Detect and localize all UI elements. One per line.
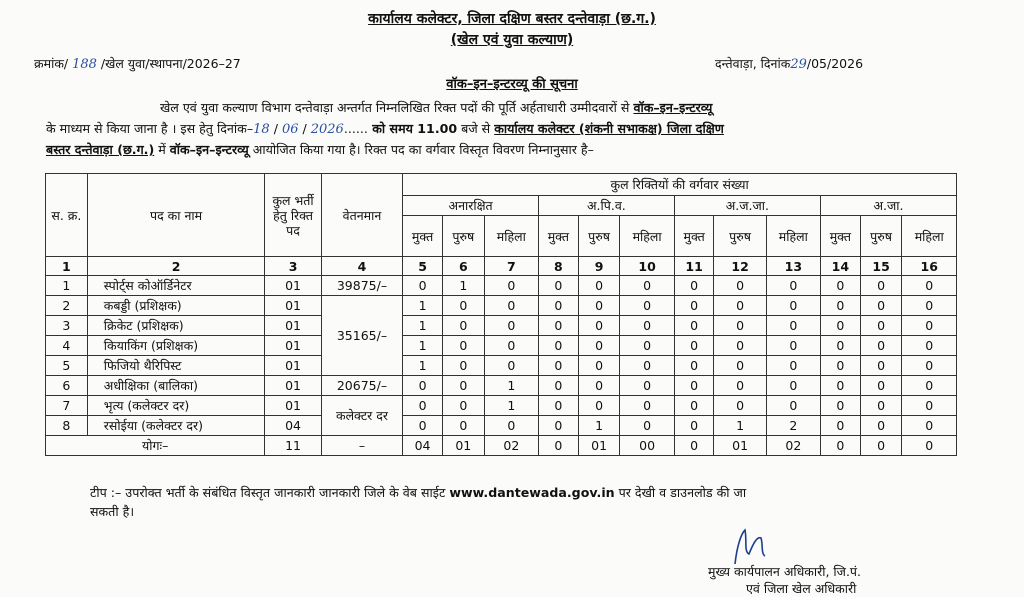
cell-count: 0 bbox=[821, 336, 861, 356]
cell-count: 0 bbox=[539, 356, 579, 376]
cell-count: 0 bbox=[620, 376, 674, 396]
cell-sn: 6 bbox=[46, 376, 88, 396]
vacancy-table bbox=[45, 173, 957, 456]
cell-count: 0 bbox=[484, 316, 538, 336]
cell-post: कबड्डी (प्रशिक्षक) bbox=[87, 296, 265, 316]
cell-count: 0 bbox=[766, 276, 820, 296]
note-line-1: टीप :– उपरोक्त भर्ती के संबंधित विस्तृत जानकारी जानकारी जिले के वेब साईट www.dantewada.gov.in पर देखी व डाउनलोड की जा bbox=[90, 485, 747, 500]
cell-count: 2 bbox=[766, 416, 820, 436]
signatory-title: मुख्य कार्यपालन अधिकारी, जि.पं. bbox=[708, 564, 861, 579]
total-count: 00 bbox=[620, 436, 674, 456]
header-sub: पुरुष bbox=[860, 216, 902, 257]
cell-count: 0 bbox=[860, 376, 902, 396]
cell-sn: 2 bbox=[46, 296, 88, 316]
header-group: अ.पि.व. bbox=[539, 196, 675, 216]
cell-pay: कलेक्टर दर bbox=[321, 396, 402, 436]
total-count: 02 bbox=[766, 436, 820, 456]
header-sub: पुरुष bbox=[714, 216, 766, 257]
issue-date: दन्तेवाड़ा, दिनांक29/05/2026 bbox=[715, 56, 864, 72]
cell-sn: 3 bbox=[46, 316, 88, 336]
total-label: योगः– bbox=[46, 436, 265, 456]
cell-count: 0 bbox=[442, 416, 484, 436]
cell-post: क्रिकेट (प्रशिक्षक) bbox=[87, 316, 265, 336]
column-number: 8 bbox=[539, 257, 579, 276]
cell-count: 1 bbox=[403, 336, 443, 356]
cell-count: 0 bbox=[821, 416, 861, 436]
cell-count: 0 bbox=[674, 356, 714, 376]
cell-count: 0 bbox=[714, 316, 766, 336]
cell-count: 0 bbox=[902, 376, 957, 396]
total-count: 01 bbox=[442, 436, 484, 456]
cell-count: 0 bbox=[821, 356, 861, 376]
cell-count: 0 bbox=[714, 336, 766, 356]
cell-total: 01 bbox=[265, 396, 321, 416]
cell-post: स्पोर्ट्स कोऑर्डिनेटर bbox=[87, 276, 265, 296]
header-category: कुल रिक्तियों की वर्गवार संख्या bbox=[403, 174, 957, 196]
cell-pay: 20675/– bbox=[321, 376, 402, 396]
cell-sn: 7 bbox=[46, 396, 88, 416]
cell-post: अधीक्षिका (बालिका) bbox=[87, 376, 265, 396]
column-number: 9 bbox=[578, 257, 620, 276]
cell-pay: 35165/– bbox=[321, 296, 402, 376]
cell-count: 0 bbox=[902, 416, 957, 436]
header-group: अ.ज.जा. bbox=[674, 196, 820, 216]
cell-count: 0 bbox=[821, 316, 861, 336]
total-count: 01 bbox=[578, 436, 620, 456]
column-number: 4 bbox=[321, 257, 402, 276]
cell-count: 0 bbox=[766, 356, 820, 376]
cell-count: 0 bbox=[821, 296, 861, 316]
cell-count: 0 bbox=[620, 336, 674, 356]
header-total: कुल भर्ती हेतु रिक्त पद bbox=[265, 174, 321, 257]
column-number: 16 bbox=[902, 257, 957, 276]
cell-count: 0 bbox=[714, 396, 766, 416]
total-count: 0 bbox=[674, 436, 714, 456]
total-row bbox=[46, 436, 957, 456]
cell-count: 0 bbox=[539, 376, 579, 396]
cell-count: 0 bbox=[539, 316, 579, 336]
cell-count: 0 bbox=[403, 276, 443, 296]
cell-count: 0 bbox=[539, 336, 579, 356]
cell-count: 0 bbox=[860, 396, 902, 416]
cell-count: 0 bbox=[674, 396, 714, 416]
total-posts: 11 bbox=[265, 436, 321, 456]
cell-count: 0 bbox=[578, 356, 620, 376]
body-line-1: खेल एवं युवा कल्याण विभाग दन्तेवाड़ा अन्तर्गत निम्नलिखित रिक्त पदों की पूर्ति अर्हताधारी उम्मीदवारों से वॉक–इन–इन्टरव्यू bbox=[160, 100, 713, 115]
cell-post: भृत्य (कलेक्टर दर) bbox=[87, 396, 265, 416]
column-number: 15 bbox=[860, 257, 902, 276]
cell-count: 0 bbox=[902, 396, 957, 416]
cell-count: 0 bbox=[578, 316, 620, 336]
table-row bbox=[46, 376, 957, 396]
header-sub: महिला bbox=[484, 216, 538, 257]
cell-post: फिजियो थैरिपिस्ट bbox=[87, 356, 265, 376]
header-sub: महिला bbox=[766, 216, 820, 257]
cell-total: 04 bbox=[265, 416, 321, 436]
header-sub: पुरुष bbox=[578, 216, 620, 257]
cell-count: 1 bbox=[442, 276, 484, 296]
table-row bbox=[46, 396, 957, 416]
cell-sn: 5 bbox=[46, 356, 88, 376]
cell-count: 0 bbox=[484, 336, 538, 356]
cell-count: 0 bbox=[902, 316, 957, 336]
cell-count: 1 bbox=[403, 316, 443, 336]
notice-title: वॉक–इन–इन्टरव्यू की सूचना bbox=[446, 77, 578, 92]
column-number: 12 bbox=[714, 257, 766, 276]
total-count: 0 bbox=[902, 436, 957, 456]
column-number: 1 bbox=[46, 257, 88, 276]
column-number: 10 bbox=[620, 257, 674, 276]
cell-total: 01 bbox=[265, 296, 321, 316]
cell-count: 0 bbox=[620, 416, 674, 436]
cell-count: 0 bbox=[442, 336, 484, 356]
cell-count: 0 bbox=[902, 296, 957, 316]
website-link: www.dantewada.gov.in bbox=[449, 485, 615, 500]
header-sn: स. क्र. bbox=[46, 174, 88, 257]
cell-count: 0 bbox=[766, 336, 820, 356]
handwritten-number: 188 bbox=[72, 57, 97, 72]
table-row bbox=[46, 356, 957, 376]
cell-count: 0 bbox=[674, 416, 714, 436]
cell-count: 0 bbox=[674, 376, 714, 396]
header-group: अनारक्षित bbox=[403, 196, 539, 216]
column-number: 14 bbox=[821, 257, 861, 276]
cell-count: 0 bbox=[860, 276, 902, 296]
cell-count: 0 bbox=[620, 356, 674, 376]
cell-count: 0 bbox=[902, 276, 957, 296]
cell-count: 0 bbox=[484, 276, 538, 296]
header-sub: महिला bbox=[620, 216, 674, 257]
body-line-3: बस्तर दन्तेवाड़ा (छ.ग.) में वॉक–इन–इन्टरव्यू आयोजित किया गया है। रिक्त पद का वर्गवार विस्तृत विवरण निम्नानुसार है– bbox=[46, 142, 594, 157]
cell-count: 0 bbox=[442, 376, 484, 396]
cell-count: 0 bbox=[714, 276, 766, 296]
total-count: 04 bbox=[403, 436, 443, 456]
note-line-2: सकती है। bbox=[90, 504, 135, 519]
cell-count: 0 bbox=[821, 376, 861, 396]
cell-count: 0 bbox=[442, 356, 484, 376]
cell-count: 0 bbox=[674, 296, 714, 316]
column-number: 3 bbox=[265, 257, 321, 276]
cell-count: 0 bbox=[442, 316, 484, 336]
cell-count: 0 bbox=[539, 416, 579, 436]
cell-count: 0 bbox=[578, 396, 620, 416]
cell-sn: 4 bbox=[46, 336, 88, 356]
cell-count: 0 bbox=[539, 276, 579, 296]
total-count: 0 bbox=[860, 436, 902, 456]
column-number: 13 bbox=[766, 257, 820, 276]
cell-count: 0 bbox=[620, 296, 674, 316]
cell-count: 0 bbox=[442, 296, 484, 316]
cell-count: 0 bbox=[821, 276, 861, 296]
cell-count: 0 bbox=[902, 336, 957, 356]
cell-count: 0 bbox=[766, 296, 820, 316]
cell-total: 01 bbox=[265, 276, 321, 296]
cell-count: 0 bbox=[766, 376, 820, 396]
cell-count: 1 bbox=[484, 376, 538, 396]
cell-count: 1 bbox=[403, 296, 443, 316]
cell-count: 0 bbox=[714, 356, 766, 376]
cell-count: 0 bbox=[766, 396, 820, 416]
column-number: 7 bbox=[484, 257, 538, 276]
cell-count: 0 bbox=[403, 416, 443, 436]
signature-mark bbox=[727, 526, 777, 566]
table-row bbox=[46, 416, 957, 436]
cell-count: 0 bbox=[620, 316, 674, 336]
cell-count: 0 bbox=[539, 296, 579, 316]
header-sub: मुक्त bbox=[403, 216, 443, 257]
cell-total: 01 bbox=[265, 336, 321, 356]
header-pay: वेतनमान bbox=[321, 174, 402, 257]
cell-count: 0 bbox=[860, 416, 902, 436]
column-number: 2 bbox=[87, 257, 265, 276]
column-number: 11 bbox=[674, 257, 714, 276]
cell-count: 0 bbox=[539, 396, 579, 416]
cell-count: 1 bbox=[578, 416, 620, 436]
cell-count: 0 bbox=[578, 296, 620, 316]
cell-count: 0 bbox=[860, 296, 902, 316]
table-row bbox=[46, 296, 957, 316]
total-pay: – bbox=[321, 436, 402, 456]
cell-count: 0 bbox=[484, 296, 538, 316]
cell-total: 01 bbox=[265, 316, 321, 336]
cell-count: 0 bbox=[484, 416, 538, 436]
cell-count: 0 bbox=[674, 316, 714, 336]
cell-count: 0 bbox=[674, 276, 714, 296]
header-sub: पुरुष bbox=[442, 216, 484, 257]
cell-count: 0 bbox=[578, 336, 620, 356]
table-row bbox=[46, 276, 957, 296]
cell-count: 0 bbox=[403, 396, 443, 416]
cell-count: 1 bbox=[714, 416, 766, 436]
total-count: 0 bbox=[821, 436, 861, 456]
cell-total: 01 bbox=[265, 376, 321, 396]
cell-count: 0 bbox=[860, 316, 902, 336]
cell-pay: 39875/– bbox=[321, 276, 402, 296]
header-post: पद का नाम bbox=[87, 174, 265, 257]
reference-number: क्रमांक/ 188 /खेल युवा/स्थापना/2026–27 bbox=[34, 56, 241, 72]
cell-count: 0 bbox=[674, 336, 714, 356]
header-sub: मुक्त bbox=[539, 216, 579, 257]
total-count: 02 bbox=[484, 436, 538, 456]
department-heading: (खेल एवं युवा कल्याण) bbox=[450, 32, 574, 48]
cell-count: 0 bbox=[578, 276, 620, 296]
office-heading: कार्यालय कलेक्टर, जिला दक्षिण बस्तर दन्तेवाड़ा (छ.ग.) bbox=[368, 11, 656, 27]
cell-count: 0 bbox=[442, 396, 484, 416]
signatory-subtitle: एवं जिला खेल अधिकारी bbox=[746, 581, 857, 596]
cell-count: 0 bbox=[821, 396, 861, 416]
cell-sn: 8 bbox=[46, 416, 88, 436]
header-sub: मुक्त bbox=[674, 216, 714, 257]
cell-count: 0 bbox=[403, 376, 443, 396]
cell-count: 0 bbox=[620, 276, 674, 296]
cell-count: 0 bbox=[902, 356, 957, 376]
cell-post: रसोईया (कलेक्टर दर) bbox=[87, 416, 265, 436]
table-row bbox=[46, 316, 957, 336]
cell-count: 0 bbox=[620, 396, 674, 416]
header-group: अ.जा. bbox=[821, 196, 957, 216]
cell-count: 0 bbox=[484, 356, 538, 376]
cell-post: कियाकिंग (प्रशिक्षक) bbox=[87, 336, 265, 356]
cell-count: 1 bbox=[403, 356, 443, 376]
cell-count: 0 bbox=[714, 296, 766, 316]
body-line-2: के माध्यम से किया जाना है । इस हेतु दिनांक–18 / 06 / 2026...... को समय 11.00 बजे से कार्यालय कलेक्टर (शंकनी सभाकक्ष) जिला दक्षिण bbox=[46, 121, 724, 137]
header-sub: मुक्त bbox=[821, 216, 861, 257]
cell-total: 01 bbox=[265, 356, 321, 376]
cell-count: 0 bbox=[860, 336, 902, 356]
column-number: 5 bbox=[403, 257, 443, 276]
column-number: 6 bbox=[442, 257, 484, 276]
header-sub: महिला bbox=[902, 216, 957, 257]
total-count: 01 bbox=[714, 436, 766, 456]
cell-count: 1 bbox=[484, 396, 538, 416]
cell-count: 0 bbox=[860, 356, 902, 376]
total-count: 0 bbox=[539, 436, 579, 456]
cell-count: 0 bbox=[714, 376, 766, 396]
handwritten-day: 29 bbox=[790, 57, 807, 72]
cell-count: 0 bbox=[766, 316, 820, 336]
table-row bbox=[46, 336, 957, 356]
cell-sn: 1 bbox=[46, 276, 88, 296]
cell-count: 0 bbox=[578, 376, 620, 396]
